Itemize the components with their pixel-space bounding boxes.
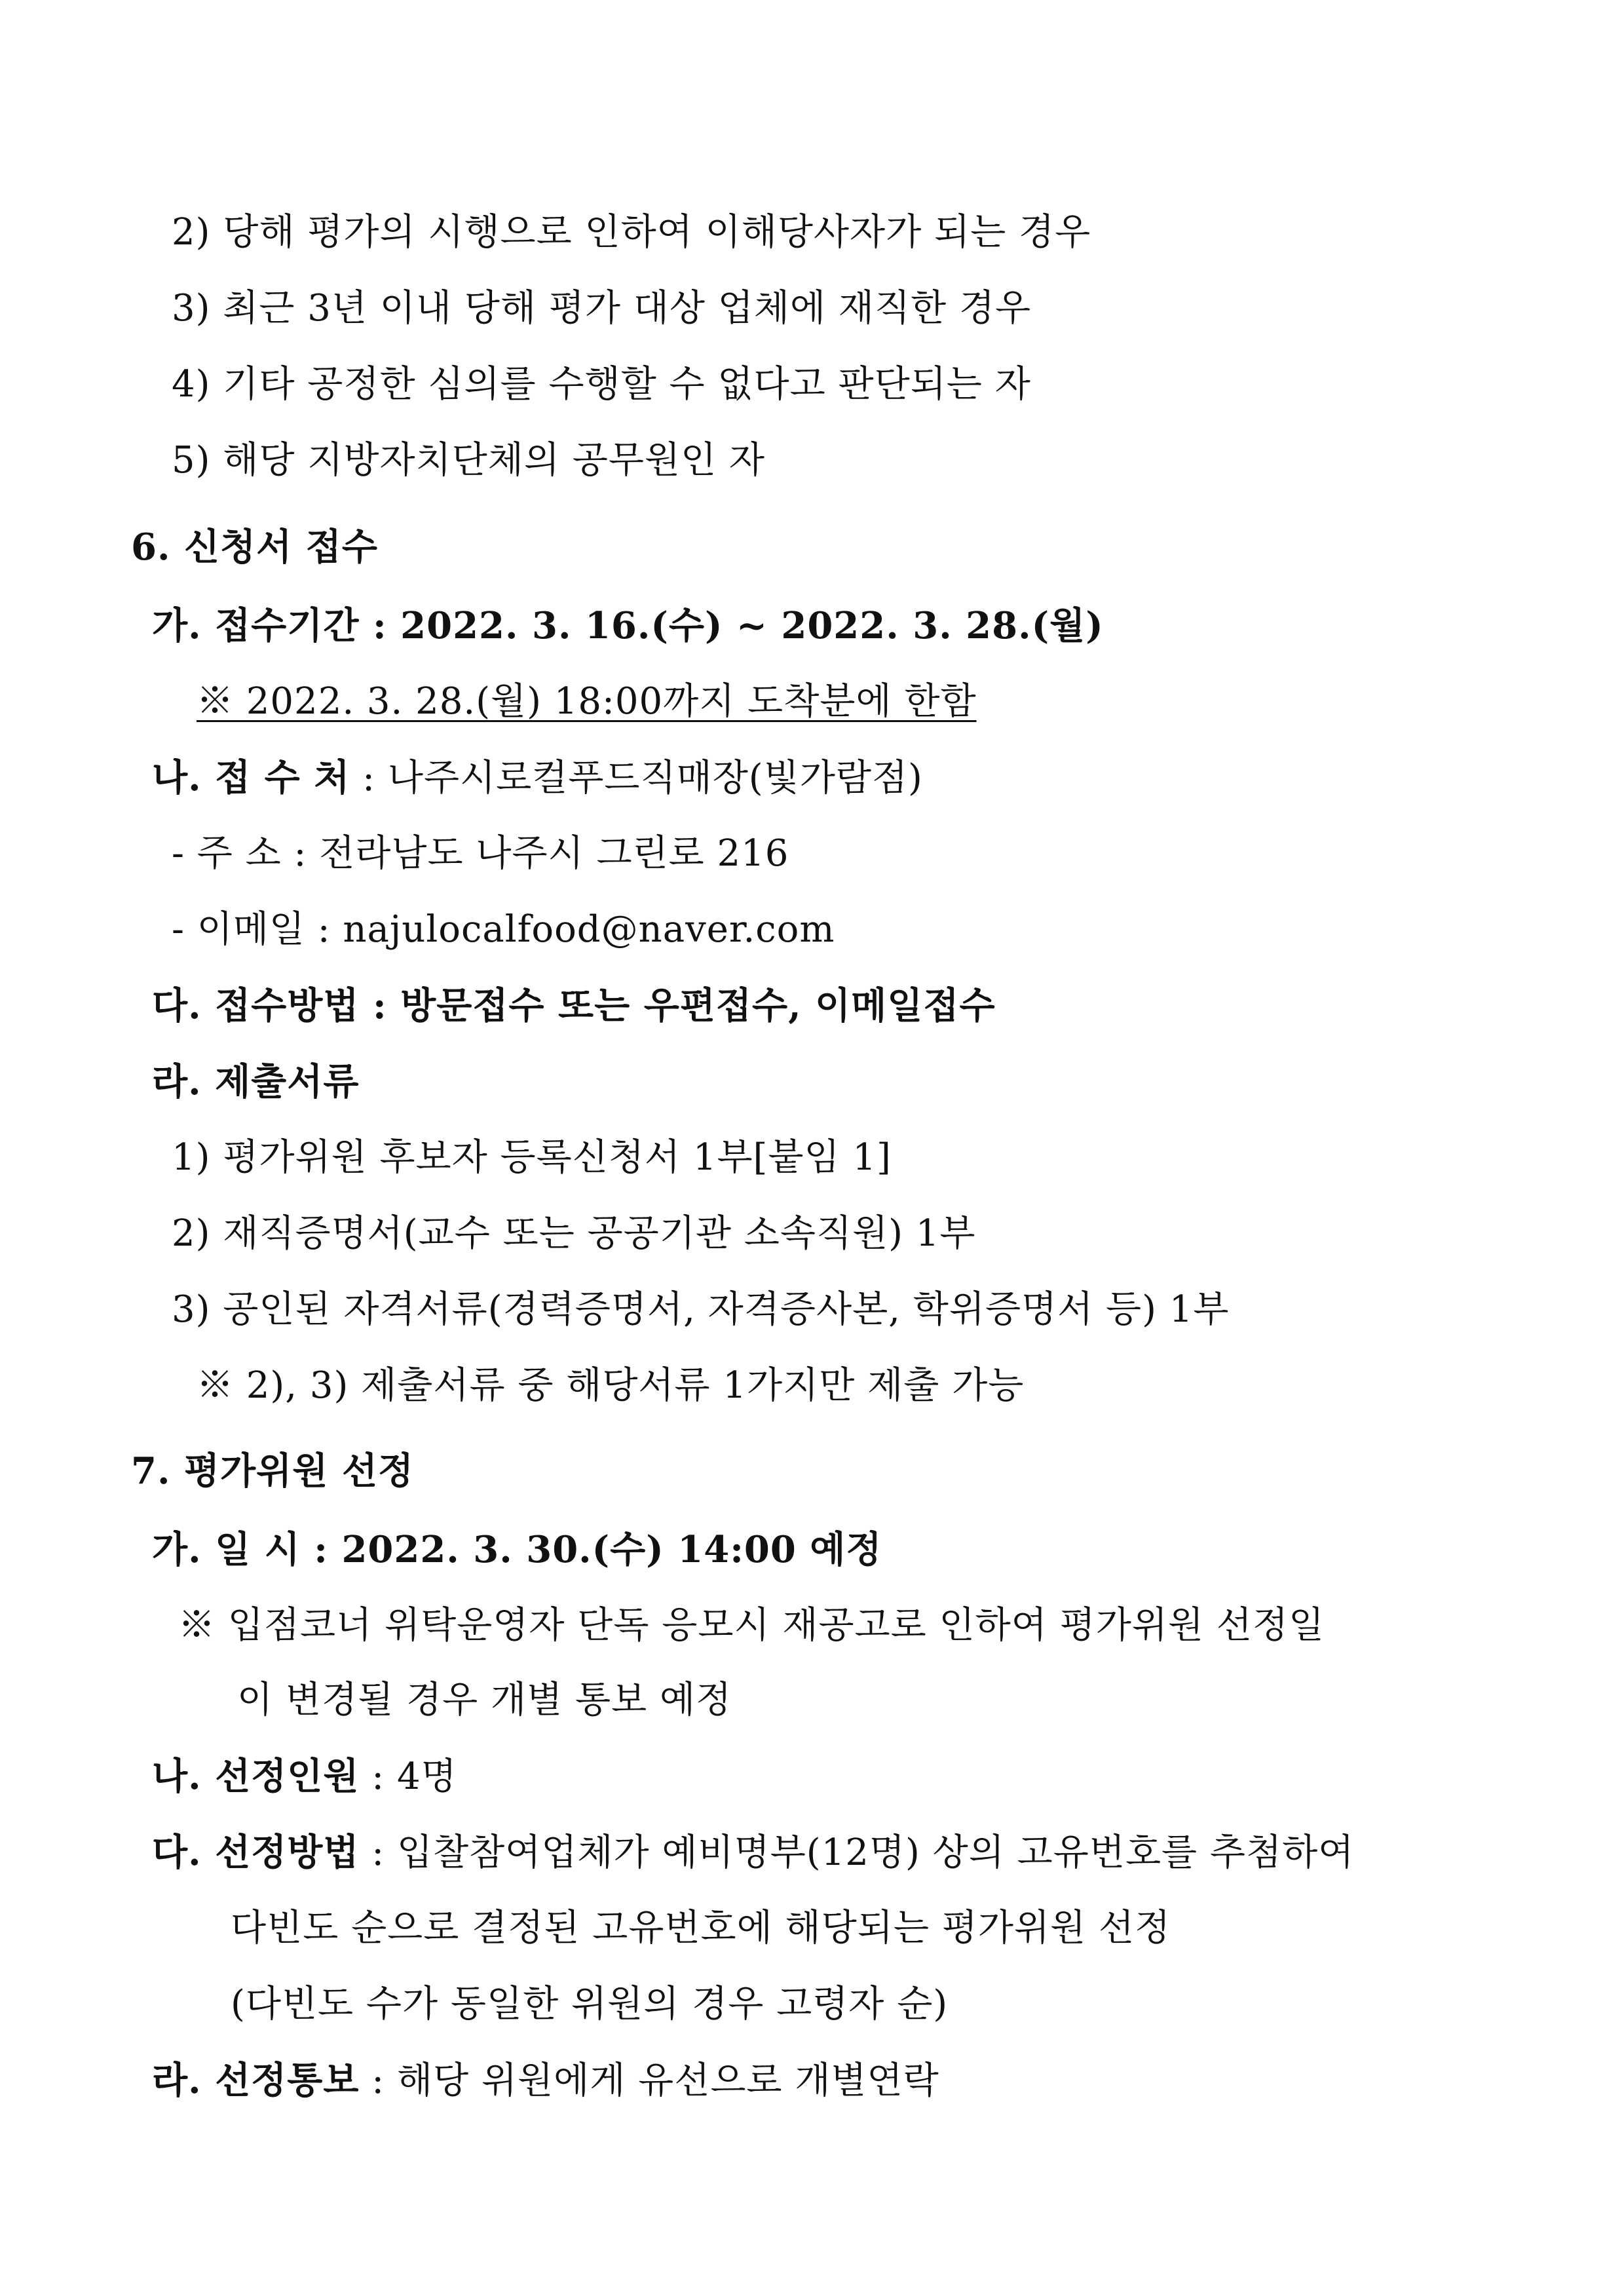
documents-heading: 라. 제출서류: [152, 1060, 360, 1103]
selection-method: [152, 1829, 1354, 1876]
selection-date: 가. 일 시 : 2022. 3. 30.(수) 14:00 예정: [152, 1528, 882, 1571]
selection-date-note-cont: 이 변경될 경우 개별 통보 예정: [237, 1679, 732, 1721]
selection-notice-value: : 해당 위원에게 유선으로 개별연락: [359, 2059, 939, 2102]
exclusion-item-3: 3) 최근 3년 이내 당해 평가 대상 업체에 재직한 경우: [172, 287, 1032, 330]
deadline-note: ※ 2022. 3. 28.(월) 18:00까지 도착분에 한함: [197, 680, 977, 723]
selection-notice-label: 라. 선정통보: [152, 2059, 360, 2102]
selection-method-value: : 입찰참여업체가 예비명부(12명) 상의 고유번호를 추첨하여: [359, 1831, 1355, 1874]
email-line: - 이메일 : najulocalfood@naver.com: [172, 908, 835, 951]
application-method: 다. 접수방법 : 방문접수 또는 우편접수, 이메일접수: [152, 984, 996, 1027]
section-7-heading: 7. 평가위원 선정: [131, 1449, 415, 1493]
selection-count-value: : 4명: [359, 1755, 457, 1798]
exclusion-item-2: 2) 당해 평가의 시행으로 인하여 이해당사자가 되는 경우: [172, 211, 1091, 254]
selection-count: [152, 1753, 457, 1800]
reception-place-label: 나. 접 수 처: [152, 756, 350, 799]
selection-method-note: (다빈도 수가 동일한 위원의 경우 고령자 순): [231, 1983, 949, 2025]
address-line: - 주 소 : 전라남도 나주시 그린로 216: [172, 832, 789, 875]
document-item-2: 2) 재직증명서(교수 또는 공공기관 소속직원) 1부: [172, 1212, 976, 1255]
selection-notice: [152, 2057, 939, 2104]
reception-place: [152, 755, 923, 801]
exclusion-item-5: 5) 해당 지방자치단체의 공무원인 자: [172, 439, 766, 482]
application-period: 가. 접수기간 : 2022. 3. 16.(수) ~ 2022. 3. 28.(월): [152, 604, 1104, 647]
documents-note: ※ 2), 3) 제출서류 중 해당서류 1가지만 제출 가능: [197, 1364, 1025, 1407]
exclusion-item-4: 4) 기타 공정한 심의를 수행할 수 없다고 판단되는 자: [172, 363, 1031, 406]
selection-date-note: ※ 입점코너 위탁운영자 단독 응모시 재공고로 인하여 평가위원 선정일: [178, 1604, 1325, 1647]
document-item-1: 1) 평가위원 후보자 등록신청서 1부[붙임 1]: [172, 1136, 892, 1179]
section-6-heading: 6. 신청서 접수: [131, 526, 378, 569]
selection-method-cont: 다빈도 순으로 결정된 고유번호에 해당되는 평가위원 선정: [231, 1907, 1171, 1949]
document-item-3: 3) 공인된 자격서류(경력증명서, 자격증사본, 학위증명서 등) 1부: [172, 1288, 1230, 1331]
reception-place-value: : 나주시로컬푸드직매장(빛가람점): [350, 757, 923, 799]
selection-count-label: 나. 선정인원: [152, 1755, 360, 1798]
selection-method-label: 다. 선정방법: [152, 1831, 360, 1874]
